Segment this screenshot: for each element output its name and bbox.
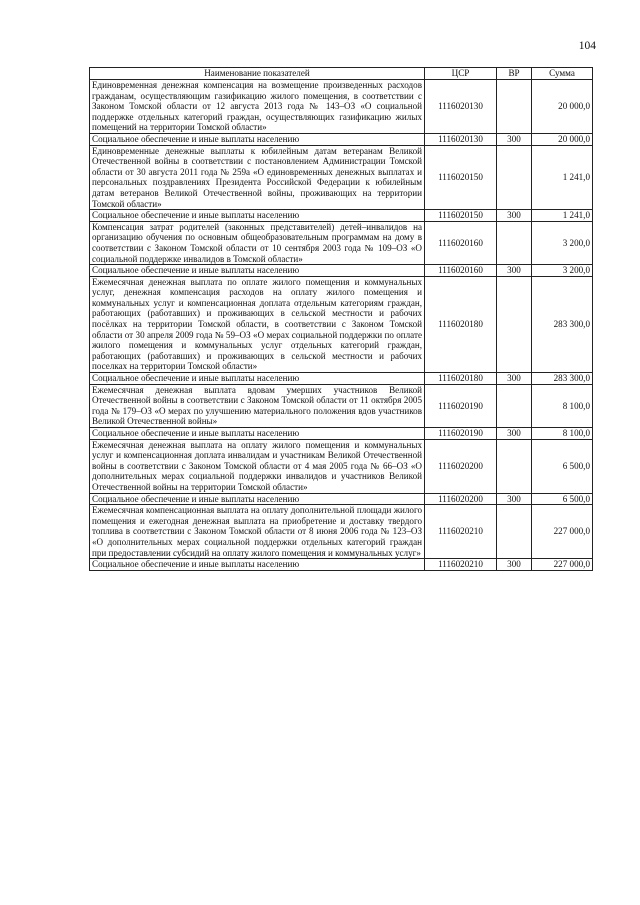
row-sum: 283 300,0 xyxy=(532,373,593,385)
row-sum: 8 100,0 xyxy=(532,428,593,440)
row-vr: 300 xyxy=(497,133,532,145)
row-name: Ежемесячная денежная выплата вдовам умерших участников Великой Отечественной войны в соответствии с Законом Томской области от 11 октября 2005 года № 179–ОЗ «О мерах по улучшению материального положения вдов участников Великой Отечественной войны» xyxy=(90,384,425,427)
row-name: Социальное обеспечение и иные выплаты населению xyxy=(90,428,425,440)
row-csr: 1116020200 xyxy=(425,439,497,493)
header-csr: ЦСР xyxy=(425,68,497,80)
row-sum: 227 000,0 xyxy=(532,559,593,571)
row-sum: 1 241,0 xyxy=(532,145,593,210)
table-row xyxy=(90,80,593,134)
budget-table xyxy=(89,67,593,571)
row-vr xyxy=(497,439,532,493)
row-name: Ежемесячная денежная выплата по оплате жилого помещения и коммунальных услуг, денежная компенсация расходов на оплату жилого помещения и коммунальных услуг и компенсационная доплата отдельным категориям граждан, работающих (работавших) и проживающих в сельской местности и рабочих посёлках на территории Томской области, в соответствии с Законом Томской области от 30 апреля 2009 года № 59–ОЗ «О мерах социальной поддержки по оплате жилого помещения и коммунальных услуг отдельных категорий граждан, работающих (работавших) и проживающих в сельской местности и рабочих поселках на территории Томской области» xyxy=(90,276,425,372)
row-csr: 1116020150 xyxy=(425,210,497,222)
table-row xyxy=(90,559,593,571)
row-vr: 300 xyxy=(497,265,532,277)
table-row xyxy=(90,133,593,145)
row-csr: 1116020160 xyxy=(425,221,497,264)
row-csr: 1116020180 xyxy=(425,373,497,385)
table-row xyxy=(90,221,593,264)
row-vr: 300 xyxy=(497,559,532,571)
row-csr: 1116020160 xyxy=(425,265,497,277)
row-vr xyxy=(497,80,532,134)
row-name: Единовременные денежные выплаты к юбилейным датам ветеранам Великой Отечественной войны в соответствии с постановлением Администрации Томской области от 30 августа 2011 года № 259а «О единовременных денежных выплатах и персональных поздравлениях Президента Российской Федерации к юбилейным датам ветеранов Великой Отечественной войны, проживающих на территории Томской области» xyxy=(90,145,425,210)
row-sum: 3 200,0 xyxy=(532,221,593,264)
row-vr xyxy=(497,384,532,427)
table-row xyxy=(90,384,593,427)
row-name: Ежемесячная компенсационная выплата на оплату дополнительной площади жилого помещения и ежегодная денежная выплата на приобретение и доставку твердого топлива в соответствии с Законом Томской области от 8 июня 2006 года № 123–ОЗ «О дополнительных мерах социальной поддержки отдельных категорий граждан при предоставлении субсидий на оплату жилого помещения и коммунальных услуг» xyxy=(90,505,425,559)
header-vr: ВР xyxy=(497,68,532,80)
table-row xyxy=(90,428,593,440)
header-sum: Сумма xyxy=(532,68,593,80)
row-vr xyxy=(497,145,532,210)
row-vr: 300 xyxy=(497,373,532,385)
row-csr: 1116020130 xyxy=(425,133,497,145)
row-sum: 8 100,0 xyxy=(532,384,593,427)
row-csr: 1116020190 xyxy=(425,384,497,427)
row-sum: 6 500,0 xyxy=(532,493,593,505)
row-csr: 1116020190 xyxy=(425,428,497,440)
row-sum: 1 241,0 xyxy=(532,210,593,222)
row-csr: 1116020210 xyxy=(425,505,497,559)
table-row xyxy=(90,145,593,210)
table-row xyxy=(90,493,593,505)
row-sum: 3 200,0 xyxy=(532,265,593,277)
row-vr xyxy=(497,505,532,559)
row-csr: 1116020210 xyxy=(425,559,497,571)
table-header-row xyxy=(90,68,593,80)
row-name: Социальное обеспечение и иные выплаты населению xyxy=(90,210,425,222)
row-vr: 300 xyxy=(497,210,532,222)
row-name: Социальное обеспечение и иные выплаты населению xyxy=(90,559,425,571)
page-number: 104 xyxy=(578,40,596,52)
row-sum: 283 300,0 xyxy=(532,276,593,372)
row-name: Социальное обеспечение и иные выплаты населению xyxy=(90,265,425,277)
table-row xyxy=(90,439,593,493)
row-vr xyxy=(497,221,532,264)
row-sum: 20 000,0 xyxy=(532,80,593,134)
table-row xyxy=(90,505,593,559)
row-name: Социальное обеспечение и иные выплаты населению xyxy=(90,133,425,145)
row-csr: 1116020130 xyxy=(425,80,497,134)
table-row xyxy=(90,210,593,222)
table-row xyxy=(90,276,593,372)
row-vr: 300 xyxy=(497,493,532,505)
row-sum: 227 000,0 xyxy=(532,505,593,559)
row-name: Единовременная денежная компенсация на возмещение произведенных расходов гражданам, осуществляющим газификацию жилого помещения, в соответствии с Законом Томской области от 12 августа 2013 года № 143–ОЗ «О социальной поддержке отдельных категорий граждан, осуществляющих газификацию жилых помещений на территории Томской области» xyxy=(90,80,425,134)
row-vr: 300 xyxy=(497,428,532,440)
row-sum: 20 000,0 xyxy=(532,133,593,145)
row-name: Компенсация затрат родителей (законных представителей) детей–инвалидов на организацию обучения по основным общеобразовательным программам на дому в соответствии с Законом Томской области от 10 сентября 2003 года № 109–ОЗ «О социальной поддержке инвалидов в Томской области» xyxy=(90,221,425,264)
row-vr xyxy=(497,276,532,372)
table-row xyxy=(90,373,593,385)
table-row xyxy=(90,265,593,277)
row-csr: 1116020200 xyxy=(425,493,497,505)
row-csr: 1116020150 xyxy=(425,145,497,210)
header-name: Наименование показателей xyxy=(90,68,425,80)
row-csr: 1116020180 xyxy=(425,276,497,372)
row-name: Социальное обеспечение и иные выплаты населению xyxy=(90,493,425,505)
row-name: Ежемесячная денежная выплата на оплату жилого помещения и коммунальных услуг и компенсационная доплата инвалидам и участникам Великой Отечественной войны в соответствии с Законом Томской области от 4 мая 2005 года № 66–ОЗ «О дополнительных мерах социальной поддержки инвалидов и участников Великой Отечественной войны на территории Томской области» xyxy=(90,439,425,493)
row-name: Социальное обеспечение и иные выплаты населению xyxy=(90,373,425,385)
row-sum: 6 500,0 xyxy=(532,439,593,493)
